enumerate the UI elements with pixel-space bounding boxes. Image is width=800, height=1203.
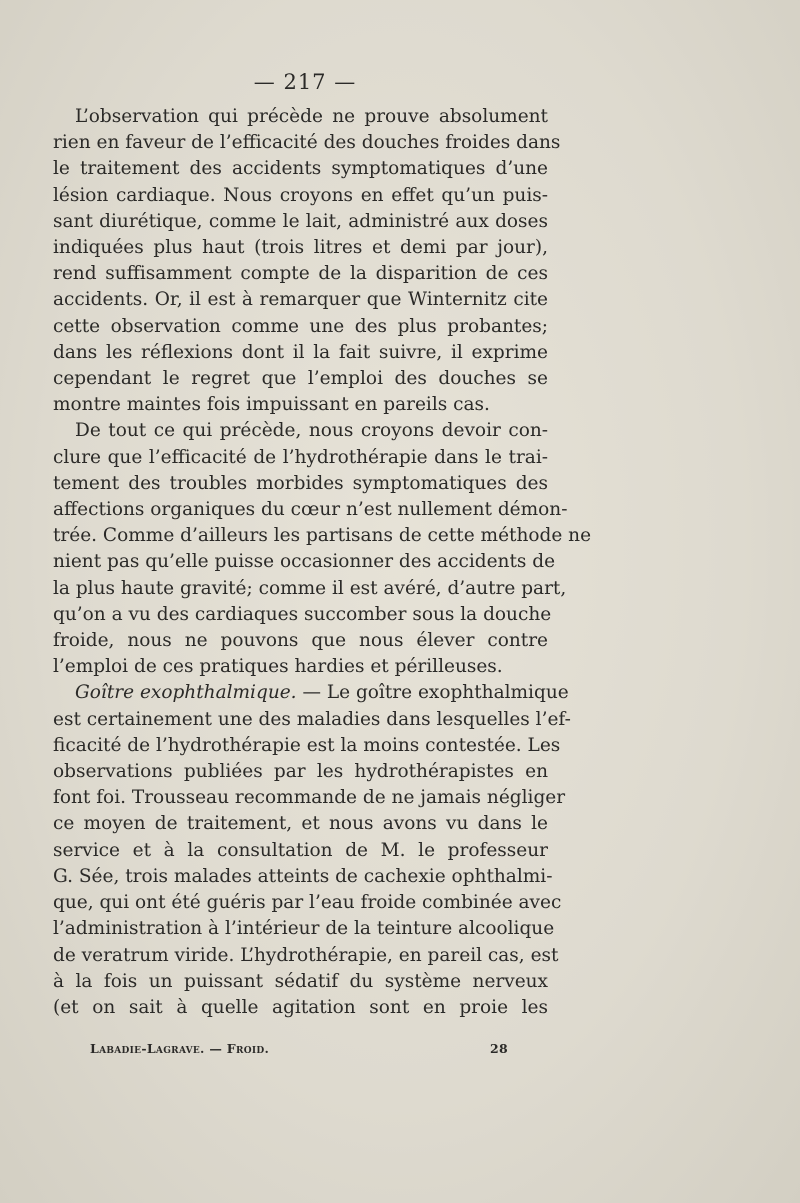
- text-line: le traitement des accidents symptomatiques d’une: [53, 158, 548, 180]
- text-line: de veratrum viride. L’hydrothérapie, en pareil cas, est: [53, 944, 559, 966]
- text-line: [53, 680, 569, 706]
- text-line: rend suffisamment compte de la disparition de ces: [53, 263, 548, 285]
- text-line-rest: — Le goître exophthalmique: [296, 682, 569, 704]
- text-line: (et on sait à quelle agitation sont en proie les: [53, 996, 548, 1018]
- text-line: qu’on a vu des cardiaques succomber sous la douche: [53, 603, 552, 625]
- text-line: l’emploi de ces pratiques hardies et périlleuses.: [53, 656, 503, 678]
- text-line: L’observation qui précède ne prouve absolument: [75, 106, 548, 127]
- text-line: est certainement une des maladies dans lesquelles l’ef-: [53, 708, 571, 730]
- text-line: trée. Comme d’ailleurs les partisans de cette méthode ne: [53, 525, 592, 547]
- body-text: [53, 104, 592, 1021]
- text-line: affections organiques du cœur n’est nullement démon-: [53, 499, 568, 521]
- text-line: la plus haute gravité; comme il est avéré, d’autre part,: [53, 577, 567, 599]
- text-line: tement des troubles morbides symptomatiques des: [53, 472, 548, 494]
- footer-author: Labadie-Lagrave. — Froid.: [90, 1041, 270, 1056]
- text-line: De tout ce qui précède, nous croyons devoir con-: [75, 420, 548, 442]
- text-line: l’administration à l’intérieur de la teinture alcoolique: [53, 918, 555, 940]
- text-line: froide, nous ne pouvons que nous élever contre: [53, 630, 548, 652]
- text-line: cependant le regret que l’emploi des douches se: [53, 368, 548, 390]
- text-line: que, qui ont été guéris par l’eau froide combinée avec: [53, 892, 562, 914]
- text-line: dans les réflexions dont il la fait suivre, il exprime: [53, 341, 548, 363]
- text-line: ce moyen de traitement, et nous avons vu dans le: [53, 813, 548, 835]
- text-line: G. Sée, trois malades atteints de cachexie ophthalmi-: [53, 865, 553, 887]
- section-heading: Goître exophthalmique.: [75, 682, 297, 704]
- text-line: lésion cardiaque. Nous croyons en effet qu’un puis-: [53, 184, 548, 206]
- text-line: clure que l’efficacité de l’hydrothérapie dans le trai-: [53, 446, 548, 468]
- footer-signature: 28: [490, 1041, 508, 1056]
- text-line: rien en faveur de l’efficacité des douches froides dans: [53, 132, 561, 154]
- text-line: à la fois un puissant sédatif du système nerveux: [53, 970, 548, 992]
- text-line: observations publiées par les hydrothérapistes en: [53, 761, 548, 783]
- text-line: indiquées plus haut (trois litres et demi par jour),: [53, 237, 548, 259]
- page-footer: [90, 1041, 520, 1056]
- text-line: sant diurétique, comme le lait, administré aux doses: [53, 210, 548, 232]
- text-line: cette observation comme une des plus probantes;: [53, 315, 548, 337]
- text-line: nient pas qu’elle puisse occasionner des accidents de: [53, 551, 556, 573]
- text-line: accidents. Or, il est à remarquer que Winternitz cite: [53, 289, 548, 311]
- text-line: font foi. Trousseau recommande de ne jamais négliger: [53, 787, 566, 809]
- text-line: ficacité de l’hydrothérapie est la moins contestée. Les: [53, 734, 561, 756]
- text-line: service et à la consultation de M. le professeur: [53, 839, 548, 861]
- page-number: — 217 —: [253, 70, 357, 94]
- text-line: montre maintes fois impuissant en pareils cas.: [53, 394, 490, 416]
